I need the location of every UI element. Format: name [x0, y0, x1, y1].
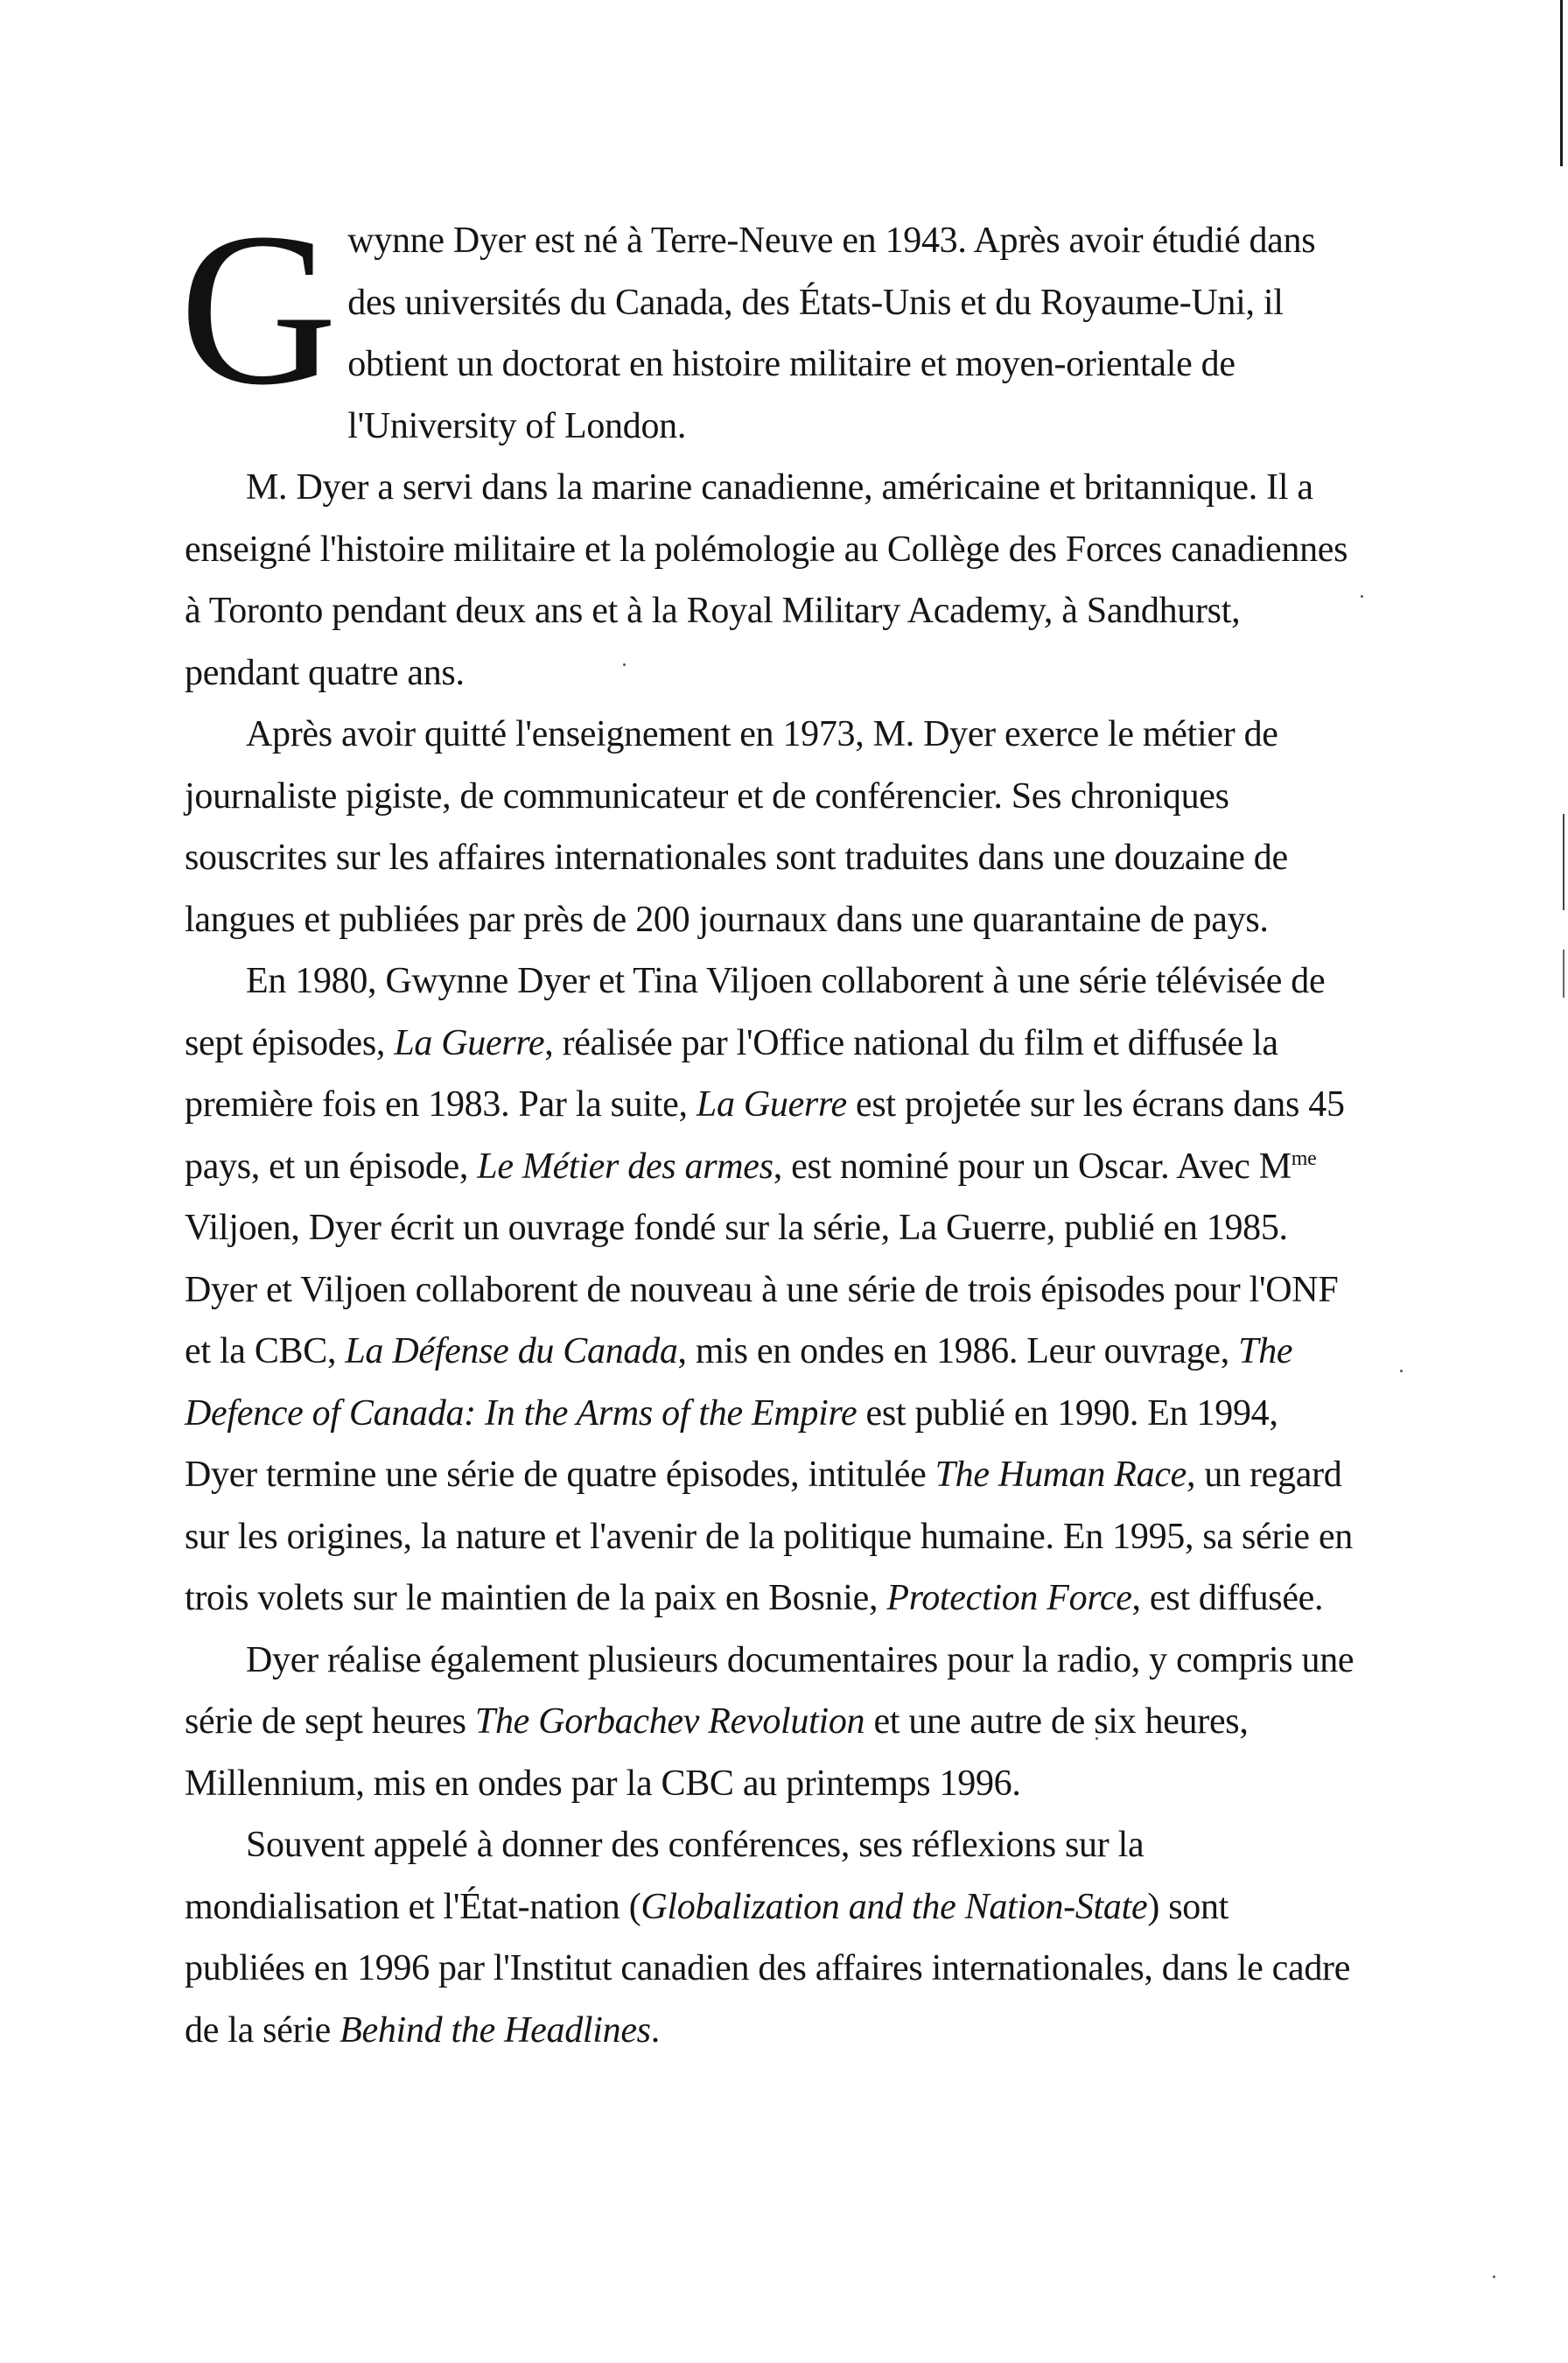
paragraph-5 — [185, 1814, 1357, 2061]
title-protection-force: Protection Force — [886, 1578, 1132, 1618]
title-defence-of-canada: The Defence of Canada: In the Arms of the Empire — [185, 1331, 1293, 1434]
scan-speck — [1493, 2275, 1495, 2278]
text-run: , un regard sur les origines, la nature et l'avenir de la politique humaine. En 1995, sa série en trois volets sur le maintien de la paix en Bosnie, — [185, 1455, 1353, 1618]
text-run: , mis en ondes en 1986. Leur ouvrage, — [677, 1331, 1239, 1371]
text-run: Viljoen, Dyer écrit un ouvrage fondé sur la série, La Guerre, publié en 1985. Dyer et Viljoen collaborent de nouveau à une série de trois épisodes pour l'ONF et la CBC, — [185, 1208, 1339, 1371]
text-run: est publié en 1990. En 1994, Dyer termine une série de quatre épisodes, intitulée — [185, 1392, 1278, 1495]
text-run: est projetée sur les écrans dans 45 pays, et un épisode, — [185, 1084, 1345, 1187]
title-la-defense-du-canada: La Défense du Canada — [345, 1331, 678, 1371]
title-le-metier-des-armes: Le Métier des armes — [477, 1146, 774, 1187]
paragraph-1 — [179, 188, 1357, 704]
scan-speck — [1361, 595, 1363, 598]
scan-edge-mark — [1563, 814, 1564, 910]
title-behind-the-headlines: Behind the Headlines — [340, 2009, 651, 2051]
biography-text — [179, 188, 1357, 2061]
scan-speck — [1400, 1370, 1403, 1372]
text-run: . — [650, 2009, 660, 2051]
title-gorbachev-revolution: The Gorbachev Revolution — [474, 1701, 865, 1742]
scan-edge-mark — [1563, 950, 1564, 998]
text-run: Dyer réalise également plusieurs documentaires pour la radio, y compris une série de sept heures — [185, 1639, 1354, 1742]
title-la-guerre: La Guerre — [696, 1084, 847, 1125]
paragraph-1-text: wynne Dyer est né à Terre-Neuve en 1943. Après avoir étudié dans des universités du Canada, des États-Unis et du Royaume-Uni, il obtient un doctorat en histoire militaire et moyen-orientale de l'University of London. — [347, 221, 1316, 446]
superscript: me — [1291, 1146, 1317, 1170]
paragraph-2: Après avoir quitté l'enseignement en 1973, M. Dyer exerce le métier de journaliste pigiste, de communicateur et de conférencier. Ses chroniques souscrites sur les affaires internationales sont traduites dans une douzaine de langues et publiées par près de 200 journaux dans une quarantaine de pays. — [185, 714, 1288, 940]
drop-cap: G — [179, 188, 338, 431]
title-la-guerre: La Guerre — [394, 1022, 545, 1063]
text-run: Souvent appelé à donner des conférences, ses réflexions sur la mondialisation et l'État-nation ( — [185, 1825, 1144, 1927]
text-run: , est diffusée. — [1131, 1578, 1324, 1618]
text-run: ) sont publiées en 1996 par l'Institut canadien des affaires internationales, dans le cadre de la série — [185, 1886, 1351, 2051]
paragraph-1-continuation: M. Dyer a servi dans la marine canadienne, américaine et britannique. Il a enseigné l'histoire militaire et la polémologie au Collège des Forces canadiennes à Toronto pendant deux ans et à la Royal Military Academy, à Sandhurst, pendant quatre ans. — [185, 467, 1348, 693]
text-run: et une autre de six heures, Millennium, mis en ondes par la CBC au printemps 1996. — [185, 1701, 1249, 1804]
title-the-human-race: The Human Race — [934, 1455, 1187, 1495]
scan-edge-mark — [1560, 0, 1563, 166]
paragraph-4 — [185, 1630, 1357, 1815]
title-globalization: Globalization and the Nation-State — [640, 1886, 1148, 1927]
text-run: En 1980, Gwynne Dyer et Tina Viljoen collaborent à une série télévisée de sept épisodes, — [185, 961, 1326, 1063]
paragraph-3 — [185, 950, 1357, 1630]
text-run: , réalisée par l'Office national du film et diffusée la première fois en 1983. Par la suite, — [185, 1022, 1278, 1125]
text-run: , est nominé pour un Oscar. Avec M — [773, 1146, 1292, 1187]
